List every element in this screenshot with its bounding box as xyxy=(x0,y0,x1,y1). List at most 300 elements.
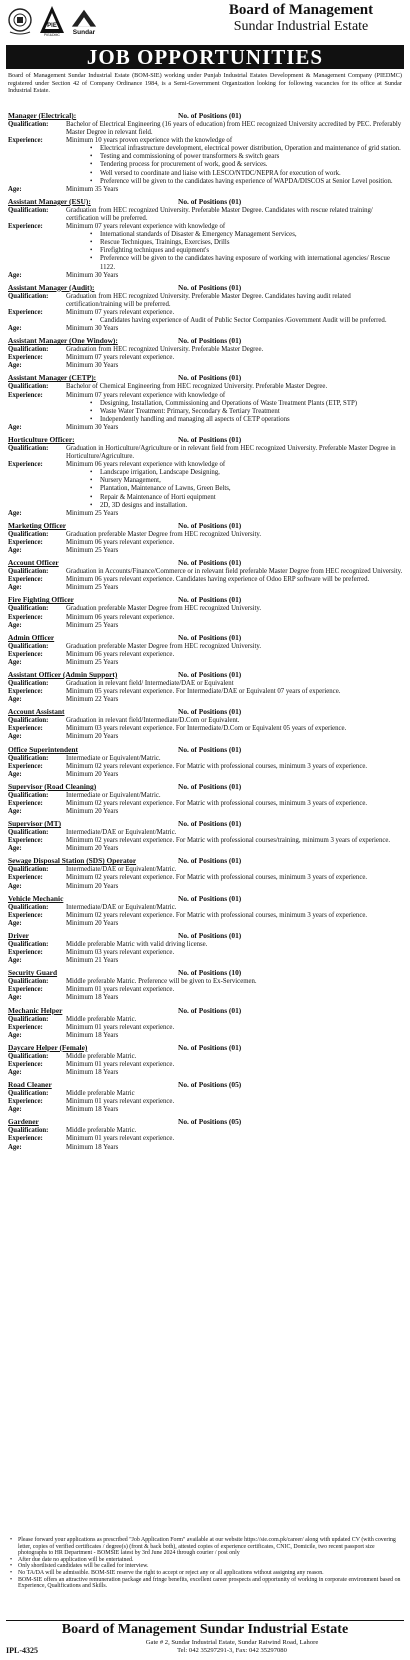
experience-value: Minimum 02 years relevant experience. For Matric with professional courses, minimum 3 years of experience. xyxy=(66,874,368,882)
job-header xyxy=(8,782,404,792)
experience-row xyxy=(8,1135,404,1143)
qualification-value: Graduation in Horticulture/Agriculture or in relevant field from HEC recognized University. Preferable Master Degree in Horticulture/Agriculture. xyxy=(66,445,396,461)
job-block xyxy=(8,670,404,704)
note-item: • Please forward your applications as prescribed "Job Application Form" available at our website https://sie.com.pk/career/ along with updated CV (with covering letter, copies of verified certificates / degree(s) (front & back both), attested copies of experience certificates, CNIC, Domicile, two recent passport size photographs to HR Department - BOMSIE latest by 3rd June 2024 through courier / post only xyxy=(18,1537,404,1557)
qualification-row xyxy=(8,1016,404,1024)
age-row xyxy=(8,696,404,704)
ipl-number: IPL-4325 xyxy=(6,1646,38,1655)
age-value: Minimum 30 Years xyxy=(66,423,119,431)
experience-bullet: • Candidates having experience of Audit of Public Sector Companies /Government Audit will be preferred. xyxy=(90,317,404,325)
experience-row xyxy=(8,576,404,584)
job-positions: No. of Positions (01) xyxy=(178,595,242,605)
job-block xyxy=(8,558,404,592)
qualification-value: Middle preferable Matric with valid driving license. xyxy=(66,940,208,948)
qualification-row xyxy=(8,121,404,137)
age-value: Minimum 30 Years xyxy=(66,362,119,370)
job-positions: No. of Positions (01) xyxy=(178,196,242,206)
notes-list xyxy=(8,1537,404,1590)
qualification-row xyxy=(8,680,404,688)
age-row xyxy=(8,808,404,816)
experience-label: Experience: xyxy=(8,613,43,621)
job-header xyxy=(8,745,404,755)
experience-value: Minimum 02 years relevant experience. For Matric with professional courses, minimum 3 years of experience. xyxy=(66,911,368,919)
job-positions: No. of Positions (01) xyxy=(178,930,242,940)
footer-divider xyxy=(6,1620,404,1621)
age-value: Minimum 18 Years xyxy=(66,1106,119,1114)
age-value: Minimum 20 Years xyxy=(66,808,119,815)
job-title: Sewage Disposal Station (SDS) Operator xyxy=(8,856,137,866)
experience-bullet: • Preference will be given to the candidates having experience of WAPDA/DISCOS at Senior Level position. xyxy=(90,178,404,186)
experience-row xyxy=(8,949,404,957)
qualification-value: Graduation in Accounts/Finance/Commerce or in relevant field preferable Master Degree from HEC recognized University. xyxy=(66,568,403,576)
experience-row xyxy=(8,763,404,771)
experience-bullet: • Rescue Techniques, Trainings, Exercises, Drills xyxy=(90,239,404,247)
age-value: Minimum 18 Years xyxy=(66,994,119,1002)
age-label: Age: xyxy=(8,1106,22,1114)
job-title: Supervisor (Road Cleaning) xyxy=(8,781,97,791)
age-label: Age: xyxy=(8,547,22,555)
job-positions: No. of Positions (01) xyxy=(178,893,242,903)
job-block xyxy=(8,633,404,667)
experience-label: Experience: xyxy=(8,837,43,845)
qualification-label: Qualification: xyxy=(8,866,49,874)
experience-row xyxy=(8,725,404,733)
qualification-row xyxy=(8,941,404,949)
age-label: Age: xyxy=(8,423,22,431)
job-header xyxy=(8,558,404,568)
qualification-label: Qualification: xyxy=(8,717,49,725)
qualification-label: Qualification: xyxy=(8,978,49,986)
job-title: Assistant Manager (ESU): xyxy=(8,196,91,206)
qualification-label: Qualification: xyxy=(8,445,49,452)
experience-label: Experience: xyxy=(8,1023,43,1031)
job-block xyxy=(8,111,404,194)
qualification-row xyxy=(8,755,404,763)
age-value: Minimum 25 Years xyxy=(66,584,119,592)
qualification-label: Qualification: xyxy=(8,568,49,576)
job-header xyxy=(8,1043,404,1053)
age-row xyxy=(8,272,404,280)
age-row xyxy=(8,510,404,518)
qualification-row xyxy=(8,605,404,613)
age-row xyxy=(8,771,404,779)
experience-bullets xyxy=(8,231,404,271)
job-title: Driver xyxy=(8,930,29,940)
job-list xyxy=(8,111,404,1155)
experience-bullets xyxy=(8,469,404,509)
age-label: Age: xyxy=(8,325,22,333)
experience-value: Minimum 03 years relevant experience. For Intermediate/D.Com or Equivalent 05 years of experience. xyxy=(66,725,347,733)
job-positions: No. of Positions (01) xyxy=(178,520,242,530)
age-row xyxy=(8,362,404,370)
qualification-row xyxy=(8,792,404,800)
experience-value: Minimum 07 years relevant experience. xyxy=(66,308,175,316)
experience-label: Experience: xyxy=(8,461,43,469)
job-header xyxy=(8,707,404,717)
job-opportunities-banner: JOB OPPORTUNITIES xyxy=(6,45,404,69)
qualification-label: Qualification: xyxy=(8,940,49,948)
job-header xyxy=(8,1006,404,1016)
age-value: Minimum 20 Years xyxy=(66,733,119,741)
experience-label: Experience: xyxy=(8,1098,43,1106)
job-header xyxy=(8,595,404,605)
age-row xyxy=(8,733,404,741)
experience-label: Experience: xyxy=(8,986,43,994)
qualification-row xyxy=(8,1090,404,1098)
experience-bullet: • Nursery Management, xyxy=(90,477,404,485)
age-label: Age: xyxy=(8,696,22,704)
experience-label: Experience: xyxy=(8,762,43,770)
job-title: Account Officer xyxy=(8,558,59,568)
qualification-value: Middle preferable Matric xyxy=(66,1090,135,1098)
experience-label: Experience: xyxy=(8,538,43,546)
job-positions: No. of Positions (01) xyxy=(178,1042,242,1052)
job-header xyxy=(8,521,404,531)
experience-label: Experience: xyxy=(8,874,43,882)
qualification-value: Middle preferable Matric. xyxy=(66,1015,137,1023)
experience-label: Experience: xyxy=(8,354,43,362)
qualification-row xyxy=(8,346,404,354)
experience-bullet: • Designing, Installation, Commissioning and Operations of Waste Treatment Plants (ETP, STP) xyxy=(90,400,404,408)
experience-row xyxy=(8,651,404,659)
age-value: Minimum 20 Years xyxy=(66,770,119,778)
qualification-label: Qualification: xyxy=(8,206,49,214)
qualification-label: Qualification: xyxy=(8,605,49,613)
job-header xyxy=(8,931,404,941)
experience-bullet: • Preference will be given to the candidates having exposure of working with international agencies/ Rescue 1122. xyxy=(90,255,404,271)
age-value: Minimum 25 Years xyxy=(66,621,119,629)
job-header xyxy=(8,1080,404,1090)
age-label: Age: xyxy=(8,919,22,927)
job-title: Daycare Helper (Female) xyxy=(8,1042,88,1052)
job-block xyxy=(8,931,404,965)
experience-bullet: • Testing and commissioning of power transformers & switch gears xyxy=(90,153,404,161)
age-label: Age: xyxy=(8,994,22,1002)
qualification-value: Intermediate/DAE or Equivalent/Matric. xyxy=(66,829,177,837)
experience-value: Minimum 01 years relevant experience. xyxy=(66,1060,175,1068)
experience-value: Minimum 02 years relevant experience. For Matric with professional courses, minimum 3 years of experience. xyxy=(66,762,368,770)
job-positions: No. of Positions (01) xyxy=(178,1005,242,1015)
job-block xyxy=(8,1080,404,1114)
qualification-label: Qualification: xyxy=(8,1015,49,1023)
age-label: Age: xyxy=(8,621,22,629)
age-row xyxy=(8,920,404,928)
age-label: Age: xyxy=(8,185,22,193)
job-title: Mechanic Helper xyxy=(8,1005,63,1015)
job-title: Assistant Manager (Audit): xyxy=(8,282,95,292)
job-positions: No. of Positions (01) xyxy=(178,632,242,642)
qualification-row xyxy=(8,383,404,391)
age-value: Minimum 18 Years xyxy=(66,1031,119,1039)
job-block xyxy=(8,819,404,853)
experience-row xyxy=(8,461,404,469)
age-row xyxy=(8,1144,404,1152)
qualification-label: Qualification: xyxy=(8,754,49,762)
qualification-row xyxy=(8,1053,404,1061)
experience-row xyxy=(8,800,404,808)
age-row xyxy=(8,883,404,891)
note-item: • No TA/DA will be admissible. BOM-SIE reserve the right to accept or reject any or all applications without assigning any reason. xyxy=(18,1570,404,1577)
qualification-value: Bachelor of Chemical Engineering from HEC recognized University. Preferable Master Degree. xyxy=(66,383,328,391)
age-value: Minimum 30 Years xyxy=(66,325,119,333)
job-positions: No. of Positions (01) xyxy=(178,781,242,791)
experience-value: Minimum 01 years relevant experience. xyxy=(66,1098,175,1106)
experience-value: Minimum 07 years relevant experience. xyxy=(66,354,175,362)
punjab-government-seal-icon xyxy=(6,4,34,38)
qualification-label: Qualification: xyxy=(8,903,49,911)
experience-label: Experience: xyxy=(8,949,43,957)
qualification-value: Middle preferable Matric. xyxy=(66,1052,137,1060)
age-label: Age: xyxy=(8,808,22,815)
experience-value: Minimum 07 years relevant experience with knowledge of xyxy=(66,223,226,231)
age-row xyxy=(8,994,404,1002)
age-label: Age: xyxy=(8,845,22,853)
job-positions: No. of Positions (01) xyxy=(178,373,242,383)
experience-value: Minimum 03 years relevant experience. xyxy=(66,949,175,957)
experience-row xyxy=(8,354,404,362)
qualification-row xyxy=(8,904,404,912)
qualification-row xyxy=(8,643,404,651)
age-label: Age: xyxy=(8,584,22,592)
qualification-value: Graduation in relevant field/Intermediate/D.Com or Equivalent. xyxy=(66,717,240,725)
experience-bullets xyxy=(8,317,404,325)
age-label: Age: xyxy=(8,1143,22,1151)
qualification-label: Qualification: xyxy=(8,679,49,687)
experience-bullet: • Plantation, Maintenance of Lawns, Green Belts, xyxy=(90,485,404,493)
experience-bullet: • Electrical infrastructure development, electrical power distribution, Operation and maintenance of grid station. xyxy=(90,145,404,153)
piedmc-logo-icon xyxy=(38,4,66,38)
job-positions: No. of Positions (01) xyxy=(178,707,242,717)
qualification-value: Intermediate/DAE or Equivalent/Matric. xyxy=(66,866,177,874)
job-positions: No. of Positions (01) xyxy=(178,336,242,346)
experience-value: Minimum 06 years relevant experience. xyxy=(66,650,175,658)
job-positions: No. of Positions (01) xyxy=(178,744,242,754)
job-block xyxy=(8,1043,404,1077)
job-block xyxy=(8,521,404,555)
job-positions: No. of Positions (05) xyxy=(178,1117,242,1127)
experience-bullet: • Repair & Maintenance of Horti equipment xyxy=(90,494,404,502)
age-value: Minimum 20 Years xyxy=(66,919,119,927)
intro-paragraph: Board of Management Sundar Industrial Estate (BOM-SIE) working under Punjab Industrial Estates Development & Management Company (PIEDMC) registered under Section 42 of Company Ordinance 1984, is a Semi-Government Organization looking for following vacancies for its office at Sundar Industrial Estate. xyxy=(8,72,402,95)
experience-row xyxy=(8,688,404,696)
experience-row xyxy=(8,1024,404,1032)
age-label: Age: xyxy=(8,271,22,279)
experience-label: Experience: xyxy=(8,911,43,919)
experience-label: Experience: xyxy=(8,223,43,231)
age-row xyxy=(8,584,404,592)
experience-value: Minimum 06 years relevant experience. Candidates having experience of Odoo ERP software will be preferred. xyxy=(66,576,370,584)
qualification-label: Qualification: xyxy=(8,121,49,128)
age-row xyxy=(8,424,404,432)
qualification-row xyxy=(8,568,404,576)
job-title: Supervisor (MT) xyxy=(8,819,62,829)
job-header xyxy=(8,435,404,445)
application-notes xyxy=(8,1537,404,1590)
experience-value: Minimum 07 years relevant experience with knowledge of xyxy=(66,391,226,399)
experience-label: Experience: xyxy=(8,725,43,733)
experience-row xyxy=(8,223,404,231)
experience-bullet: • Waste Water Treatment: Primary, Secondary & Tertiary Treatment xyxy=(90,408,404,416)
experience-value: Minimum 05 years relevant experience. For Intermediate/DAE or Equivalent 07 years of experience. xyxy=(66,688,341,696)
age-row xyxy=(8,845,404,853)
logos xyxy=(6,4,98,38)
experience-bullet: • International standards of Disaster & Emergency Management Services, xyxy=(90,231,404,239)
qualification-value: Intermediate or Equivalent/Matric. xyxy=(66,754,161,762)
age-value: Minimum 30 Years xyxy=(66,271,119,279)
footer-title: Board of Management Sundar Industrial Estate xyxy=(61,1622,349,1637)
job-block xyxy=(8,373,404,432)
piedmc-logo-text: PIE&DMC xyxy=(44,33,60,37)
age-row xyxy=(8,325,404,333)
job-header xyxy=(8,283,404,293)
age-row xyxy=(8,547,404,555)
experience-row xyxy=(8,912,404,920)
job-header xyxy=(8,819,404,829)
qualification-label: Qualification: xyxy=(8,791,49,799)
age-label: Age: xyxy=(8,362,22,370)
experience-label: Experience: xyxy=(8,1135,43,1143)
age-label: Age: xyxy=(8,658,22,666)
job-title: Admin Officer xyxy=(8,632,55,642)
experience-row xyxy=(8,309,404,317)
qualification-value: Intermediate/DAE or Equivalent/Matric. xyxy=(66,903,177,911)
job-positions: No. of Positions (01) xyxy=(178,558,242,568)
job-title: Assistant Manager (One Window): xyxy=(8,336,118,346)
age-value: Minimum 25 Years xyxy=(66,509,119,517)
qualification-row xyxy=(8,293,404,309)
job-positions: No. of Positions (01) xyxy=(178,856,242,866)
experience-row xyxy=(8,1061,404,1069)
qualification-value: Bachelor of Electrical Engineering (16 years of education) from HEC recognized University accredited by PEC. Preferably Master Degree in relevant field. xyxy=(66,121,402,137)
age-row xyxy=(8,659,404,667)
experience-row xyxy=(8,874,404,882)
job-title: Marketing Officer xyxy=(8,520,67,530)
age-label: Age: xyxy=(8,882,22,890)
qualification-value: Intermediate or Equivalent/Matric. xyxy=(66,791,161,799)
experience-bullet: • Landscape irrigation, Landscape Designing, xyxy=(90,469,404,477)
experience-row xyxy=(8,1098,404,1106)
experience-bullet: • Independently handling and managing all aspects of CETP operations xyxy=(90,416,404,424)
job-title: Security Guard xyxy=(8,968,58,978)
experience-value: Minimum 02 years relevant experience. For Matric with professional courses/training, minimum 3 years of experience. xyxy=(66,837,391,845)
age-value: Minimum 25 Years xyxy=(66,547,119,555)
qualification-row xyxy=(8,531,404,539)
qualification-value: Graduation preferable Master Degree from HEC recognized University. xyxy=(66,530,262,538)
job-block xyxy=(8,435,404,518)
qualification-label: Qualification: xyxy=(8,642,49,650)
qualification-label: Qualification: xyxy=(8,1090,49,1098)
experience-label: Experience: xyxy=(8,799,43,807)
job-block xyxy=(8,197,404,280)
job-block xyxy=(8,1117,404,1151)
job-positions: No. of Positions (01) xyxy=(178,282,242,292)
experience-bullets xyxy=(8,145,404,185)
job-positions: No. of Positions (01) xyxy=(178,819,242,829)
experience-label: Experience: xyxy=(8,137,43,145)
age-value: Minimum 22 Years xyxy=(66,696,119,704)
age-label: Age: xyxy=(8,957,22,965)
experience-value: Minimum 06 years relevant experience. xyxy=(66,613,175,621)
experience-value: Minimum 06 years relevant experience with knowledge of xyxy=(66,461,226,469)
qualification-row xyxy=(8,717,404,725)
sundar-logo-icon xyxy=(70,4,98,38)
qualification-value: Graduation preferable Master Degree from HEC recognized University. xyxy=(66,642,262,650)
qualification-row xyxy=(8,445,404,461)
age-value: Minimum 35 Years xyxy=(66,185,119,193)
job-title: Gardener xyxy=(8,1117,39,1127)
job-block xyxy=(8,707,404,741)
job-title: Vehicle Mechanic xyxy=(8,893,64,903)
job-title: Office Superintendent xyxy=(8,744,79,754)
board-title: Board of Management xyxy=(228,2,374,18)
job-header xyxy=(8,111,404,121)
job-positions: No. of Positions (10) xyxy=(178,968,242,978)
qualification-value: Graduation from HEC recognized University. Preferable Master Degree. Candidates having audit related certification/training will be preferred. xyxy=(66,292,351,308)
qualification-label: Qualification: xyxy=(8,346,49,354)
job-header xyxy=(8,336,404,346)
job-positions: No. of Positions (01) xyxy=(178,435,242,444)
experience-label: Experience: xyxy=(8,688,43,696)
note-item: • BOM-SIE offers an attractive remuneration package and fringe benefits, excellent career prospects and opportunity of working in corporate environment based on Experience, Qualifications and Skills. xyxy=(18,1577,404,1590)
job-block xyxy=(8,745,404,779)
qualification-row xyxy=(8,207,404,223)
job-block xyxy=(8,894,404,928)
experience-value: Minimum 10 years proven experience with the knowledge of xyxy=(66,137,233,145)
experience-bullet: • Well versed to coordinate and liaise with LESCO/NTDC/NEPRA for execution of work. xyxy=(90,170,404,178)
sundar-logo-text: Sundar xyxy=(72,29,96,37)
footer-address: Gate # 2, Sundar Industrial Estate, Sundar Raiwind Road, Lahore xyxy=(145,1639,319,1646)
job-header xyxy=(8,1117,404,1127)
qualification-value: Graduation from HEC recognized University. Preferable Master Degree. Candidates with rescue related training/ certification will be preferred. xyxy=(66,206,373,222)
experience-row xyxy=(8,137,404,145)
age-label: Age: xyxy=(8,770,22,778)
experience-label: Experience: xyxy=(8,650,43,658)
qualification-value: Graduation from HEC recognized University. Preferable Master Degree. xyxy=(66,346,264,354)
experience-row xyxy=(8,986,404,994)
experience-label: Experience: xyxy=(8,1060,43,1068)
footer-contact: Tel: 042 35297291-3, Fax: 042 35297080 xyxy=(177,1647,287,1654)
experience-label: Experience: xyxy=(8,576,43,584)
experience-row xyxy=(8,539,404,547)
job-title: Horticulture Officer: xyxy=(8,435,75,444)
experience-value: Minimum 01 years relevant experience. xyxy=(66,986,175,994)
age-row xyxy=(8,1032,404,1040)
job-title: Assistant Manager (CETP): xyxy=(8,373,97,383)
svg-text:PIE: PIE xyxy=(47,23,57,29)
qualification-row xyxy=(8,1127,404,1135)
job-positions: No. of Positions (05) xyxy=(178,1080,242,1090)
age-label: Age: xyxy=(8,1068,22,1076)
age-label: Age: xyxy=(8,1031,22,1039)
age-row xyxy=(8,622,404,630)
qualification-label: Qualification: xyxy=(8,530,49,538)
job-positions: No. of Positions (01) xyxy=(178,111,242,120)
experience-bullet: • Firefighting techniques and equipment's xyxy=(90,247,404,255)
experience-row xyxy=(8,392,404,400)
note-item: • After due date no application will be entertained. xyxy=(18,1557,404,1564)
age-label: Age: xyxy=(8,733,22,741)
job-title: Fire Fighting Officer xyxy=(8,595,74,605)
job-header xyxy=(8,633,404,643)
qualification-row xyxy=(8,978,404,986)
experience-row xyxy=(8,837,404,845)
experience-row xyxy=(8,614,404,622)
job-header xyxy=(8,968,404,978)
job-header xyxy=(8,856,404,866)
job-block xyxy=(8,1006,404,1040)
experience-label: Experience: xyxy=(8,308,43,316)
qualification-label: Qualification: xyxy=(8,1052,49,1060)
